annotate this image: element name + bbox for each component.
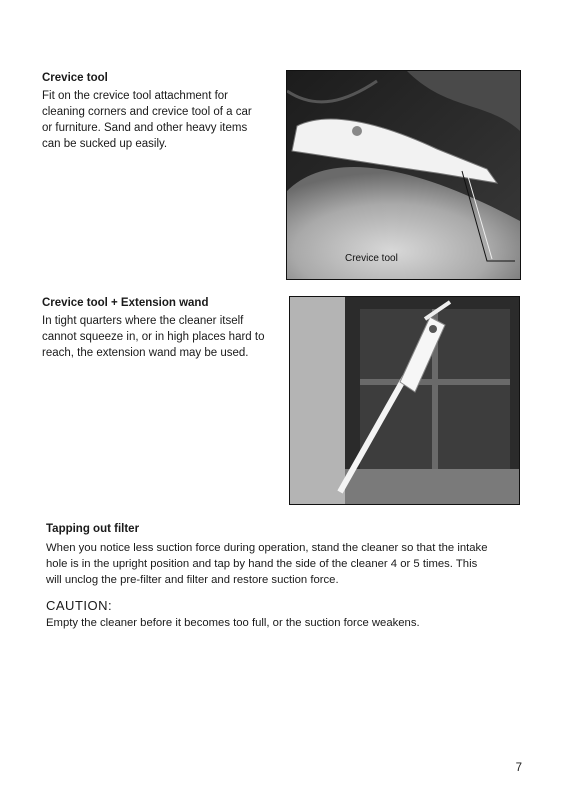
crevice-tool-line-4: can be sucked up easily. [42,138,168,150]
crevice-tool-line-2: cleaning corners and crevice tool of a car [42,106,252,118]
tapping-filter-line-1: When you notice less suction force during operation, stand the cleaner so that the intake [46,542,488,554]
extension-wand-line-1: In tight quarters where the cleaner itself [42,315,244,327]
tapping-filter-heading: Tapping out filter [46,523,140,535]
extension-wand-heading: Crevice tool + Extension wand [42,297,209,309]
crevice-tool-callout-label: Crevice tool [345,253,398,264]
crevice-tool-photo [286,70,521,280]
caution-heading: CAUTION: [46,598,113,613]
tapping-filter-section [46,522,526,588]
caution-section [46,597,526,631]
extension-wand-line-2: cannot squeeze in, or in high places hard to [42,331,265,343]
tapping-filter-line-2: hole is in the upright position and tap by hand the side of the cleaner 4 or 5 times. This [46,558,478,570]
extension-wand-photo [289,296,520,505]
extension-wand-section [42,296,274,361]
tapping-filter-line-3: will unclog the pre-filter and filter and restore suction force. [46,574,339,586]
caution-text: Empty the cleaner before it becomes too full, or the suction force weakens. [46,617,420,629]
crevice-tool-line-1: Fit on the crevice tool attachment for [42,90,229,102]
crevice-tool-heading: Crevice tool [42,72,108,84]
page-number: 7 [515,762,522,774]
extension-wand-line-3: reach, the extension wand may be used. [42,347,249,359]
crevice-tool-line-3: or furniture. Sand and other heavy items [42,122,248,134]
crevice-tool-section [42,71,274,152]
